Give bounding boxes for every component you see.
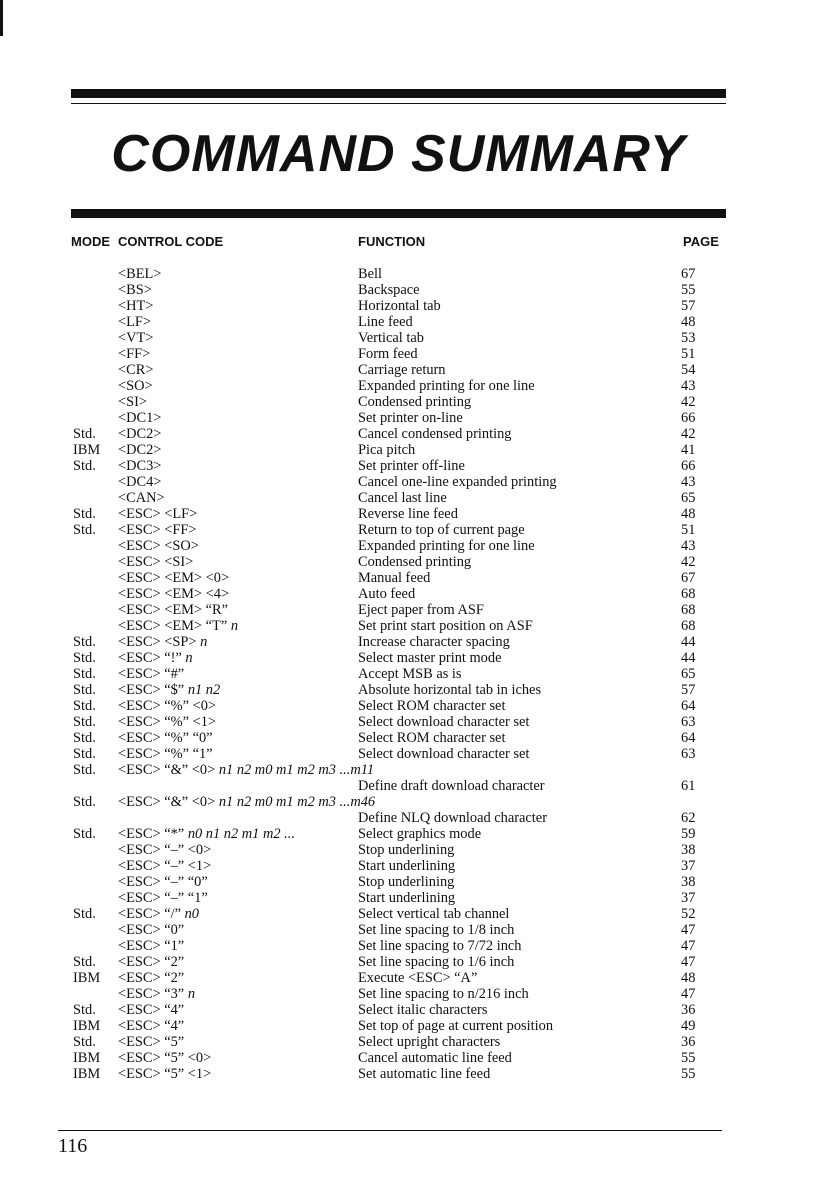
control-code-text: <ESC> “2” (118, 954, 185, 970)
table-row (0, 906, 838, 922)
function-cell: Set printer off-line (358, 458, 465, 474)
control-code-cell (118, 874, 208, 890)
top-rule-thin (71, 103, 726, 104)
footer-rule (58, 1130, 722, 1131)
control-code-text: <VT> (118, 330, 154, 346)
table-row (0, 410, 838, 426)
control-code-text: <ESC> “%” “0” (118, 730, 213, 746)
table-row (0, 1018, 838, 1034)
mode-cell: Std. (73, 458, 96, 474)
control-code-text: <CR> (118, 362, 154, 378)
control-code-cell (118, 282, 152, 298)
page-cell: 43 (681, 474, 696, 490)
control-code-cell (118, 362, 153, 378)
table-row (0, 362, 838, 378)
margin-mark (0, 0, 3, 36)
control-code-text: <ESC> <EM> <4> (118, 586, 230, 602)
control-code-text: <ESC> “/” (118, 906, 181, 922)
page-cell: 59 (681, 826, 696, 842)
page-cell: 67 (681, 266, 696, 282)
control-code-text: <FF> (118, 346, 151, 362)
table-row (0, 746, 838, 762)
page-cell: 42 (681, 426, 696, 442)
control-code-cell (118, 986, 195, 1002)
function-cell: Set printer on-line (358, 410, 463, 426)
control-code-text: <DC2> (118, 442, 162, 458)
function-cell: Cancel condensed printing (358, 426, 512, 442)
control-code-parameters: n1 n2 (187, 682, 221, 698)
function-cell: Cancel automatic line feed (358, 1050, 512, 1066)
table-row (0, 698, 838, 714)
mode-cell: Std. (73, 826, 96, 842)
control-code-text: <ESC> <SI> (118, 554, 194, 570)
function-cell: Backspace (358, 282, 420, 298)
page-cell: 63 (681, 714, 696, 730)
function-cell: Select ROM character set (358, 698, 506, 714)
function-cell: Line feed (358, 314, 413, 330)
control-code-text: <DC1> (118, 410, 162, 426)
control-code-cell (118, 330, 153, 346)
control-code-cell (118, 714, 216, 730)
function-cell: Vertical tab (358, 330, 424, 346)
control-code-cell (118, 586, 229, 602)
function-cell: Define NLQ download character (358, 810, 547, 826)
page-cell: 57 (681, 682, 696, 698)
function-cell: Select download character set (358, 714, 530, 730)
control-code-cell (118, 922, 184, 938)
control-code-text: <DC2> (118, 426, 162, 442)
control-code-text: <ESC> “–” <1> (118, 858, 212, 874)
control-code-text: <ESC> <EM> “T” (118, 618, 228, 634)
mode-cell: Std. (73, 730, 96, 746)
control-code-cell (118, 1002, 184, 1018)
function-cell: Form feed (358, 346, 418, 362)
page-cell: 66 (681, 410, 696, 426)
mode-cell: Std. (73, 634, 96, 650)
control-code-text: <ESC> “#” (118, 666, 185, 682)
mode-cell: Std. (73, 906, 96, 922)
control-code-cell (118, 1034, 184, 1050)
control-code-cell (118, 506, 197, 522)
page-cell: 38 (681, 874, 696, 890)
page-cell: 63 (681, 746, 696, 762)
control-code-cell (118, 858, 211, 874)
mode-cell: IBM (73, 970, 101, 986)
table-row (0, 618, 838, 634)
control-code-text: <ESC> “–” <0> (118, 842, 212, 858)
control-code-cell (118, 618, 238, 634)
page-cell: 64 (681, 698, 696, 714)
page-cell: 38 (681, 842, 696, 858)
table-row (0, 666, 838, 682)
mode-cell: IBM (73, 1050, 101, 1066)
table-row (0, 1050, 838, 1066)
control-code-text: <ESC> <SP> (118, 634, 197, 650)
control-code-cell (118, 826, 295, 842)
page-cell: 51 (681, 522, 696, 538)
table-row (0, 442, 838, 458)
function-cell: Manual feed (358, 570, 431, 586)
control-code-text: <ESC> “4” (118, 1018, 185, 1034)
page-cell: 36 (681, 1002, 696, 1018)
mode-cell: Std. (73, 426, 96, 442)
page-cell: 47 (681, 986, 696, 1002)
table-row (0, 714, 838, 730)
mode-cell: Std. (73, 1034, 96, 1050)
table-row (0, 874, 838, 890)
control-code-text: <DC4> (118, 474, 162, 490)
control-code-cell (118, 490, 165, 506)
table-row (0, 282, 838, 298)
page-cell: 67 (681, 570, 696, 586)
table-row (0, 826, 838, 842)
page-cell: 53 (681, 330, 696, 346)
function-cell: Accept MSB as is (358, 666, 462, 682)
control-code-cell (118, 682, 220, 698)
function-cell: Stop underlining (358, 874, 455, 890)
control-code-text: <CAN> (118, 490, 165, 506)
page-cell: 55 (681, 1050, 696, 1066)
control-code-cell (118, 666, 184, 682)
control-code-parameters: n1 n2 m0 m1 m2 m3 ...m11 (218, 762, 375, 778)
page-cell: 55 (681, 282, 696, 298)
page-cell: 57 (681, 298, 696, 314)
mode-cell: Std. (73, 762, 96, 778)
control-code-cell (118, 970, 184, 986)
function-cell: Set top of page at current position (358, 1018, 554, 1034)
table-row (0, 1034, 838, 1050)
page-cell: 65 (681, 490, 696, 506)
page-cell: 47 (681, 922, 696, 938)
control-code-cell (118, 890, 208, 906)
control-code-text: <HT> (118, 298, 154, 314)
function-cell: Stop underlining (358, 842, 455, 858)
control-code-parameters: n (230, 618, 239, 634)
function-cell: Start underlining (358, 858, 456, 874)
control-code-cell (118, 1066, 211, 1082)
function-cell: Set line spacing to 7/72 inch (358, 938, 522, 954)
control-code-text: <ESC> <EM> “R” (118, 602, 229, 618)
control-code-text: <ESC> “2” (118, 970, 185, 986)
function-cell: Select italic characters (358, 1002, 488, 1018)
control-code-cell (118, 538, 199, 554)
function-cell: Pica pitch (358, 442, 416, 458)
control-code-text: <ESC> “4” (118, 1002, 185, 1018)
table-row (0, 730, 838, 746)
table-row (0, 858, 838, 874)
top-rule-thick (71, 89, 726, 98)
page-cell: 68 (681, 618, 696, 634)
page-title: COMMAND SUMMARY (111, 125, 686, 183)
function-cell: Expanded printing for one line (358, 378, 535, 394)
table-row (0, 378, 838, 394)
control-code-text: <ESC> <LF> (118, 506, 198, 522)
control-code-cell (118, 730, 213, 746)
page-cell: 37 (681, 890, 696, 906)
function-cell: Condensed printing (358, 554, 472, 570)
page-cell: 62 (681, 810, 696, 826)
control-code-text: <SO> (118, 378, 153, 394)
page-cell: 64 (681, 730, 696, 746)
control-code-text: <ESC> “$” (118, 682, 185, 698)
control-code-text: <ESC> “&” <0> (118, 794, 216, 810)
control-code-cell (118, 842, 211, 858)
control-code-text: <ESC> “5” <0> (118, 1050, 212, 1066)
control-code-text: <ESC> “–” “0” (118, 874, 208, 890)
page-cell: 42 (681, 394, 696, 410)
page-cell: 55 (681, 1066, 696, 1082)
control-code-cell (118, 410, 161, 426)
page-cell: 49 (681, 1018, 696, 1034)
page-cell: 43 (681, 378, 696, 394)
mode-cell: Std. (73, 682, 96, 698)
table-row (0, 394, 838, 410)
control-code-cell (118, 634, 207, 650)
function-cell: Set line spacing to 1/6 inch (358, 954, 515, 970)
control-code-text: <SI> (118, 394, 148, 410)
function-cell: Bell (358, 266, 382, 282)
page-cell: 48 (681, 314, 696, 330)
control-code-text: <ESC> “0” (118, 922, 185, 938)
page-cell: 44 (681, 634, 696, 650)
control-code-text: <ESC> “%” <0> (118, 698, 217, 714)
table-row (0, 762, 838, 794)
function-cell: Set print start position on ASF (358, 618, 533, 634)
control-code-parameters: n1 n2 m0 m1 m2 m3 ...m46 (218, 794, 376, 810)
control-code-text: <ESC> “–” “1” (118, 890, 208, 906)
control-code-text: <ESC> “1” (118, 938, 185, 954)
table-row (0, 474, 838, 490)
table-row (0, 1002, 838, 1018)
page-cell: 47 (681, 938, 696, 954)
page-cell: 48 (681, 970, 696, 986)
table-row (0, 346, 838, 362)
table-row (0, 458, 838, 474)
table-row (0, 842, 838, 858)
page-cell: 43 (681, 538, 696, 554)
header-mode: MODE (71, 234, 110, 249)
control-code-text: <ESC> “3” (118, 986, 185, 1002)
control-code-cell (118, 442, 161, 458)
function-cell: Select master print mode (358, 650, 502, 666)
function-cell: Return to top of current page (358, 522, 525, 538)
table-row (0, 298, 838, 314)
control-code-text: <ESC> <EM> <0> (118, 570, 230, 586)
page-cell: 66 (681, 458, 696, 474)
control-code-cell (118, 602, 228, 618)
control-code-parameters: n0 (184, 906, 199, 922)
function-cell: Set automatic line feed (358, 1066, 491, 1082)
function-cell: Select vertical tab channel (358, 906, 510, 922)
function-cell: Cancel last line (358, 490, 447, 506)
page-cell: 44 (681, 650, 696, 666)
table-row (0, 266, 838, 282)
header-control-code: CONTROL CODE (118, 234, 224, 249)
table-row (0, 570, 838, 586)
table-row (0, 922, 838, 938)
mode-cell: IBM (73, 1018, 101, 1034)
control-code-cell (118, 1050, 211, 1066)
function-cell: Reverse line feed (358, 506, 458, 522)
function-cell: Increase character spacing (358, 634, 510, 650)
page-number: 116 (58, 1135, 88, 1157)
control-code-cell (118, 570, 229, 586)
page-cell: 68 (681, 586, 696, 602)
mode-cell: Std. (73, 650, 96, 666)
control-code-cell (118, 426, 161, 442)
function-cell: Eject paper from ASF (358, 602, 484, 618)
table-row (0, 954, 838, 970)
mode-cell: IBM (73, 442, 101, 458)
function-cell: Absolute horizontal tab in iches (358, 682, 542, 698)
header-function: FUNCTION (358, 234, 426, 249)
header-rule-thick (71, 209, 726, 218)
function-cell: Horizontal tab (358, 298, 441, 314)
page-cell: 37 (681, 858, 696, 874)
function-cell: Condensed printing (358, 394, 472, 410)
command-table (0, 266, 838, 1082)
mode-cell: Std. (73, 954, 96, 970)
control-code-cell (118, 906, 199, 922)
page-cell: 47 (681, 954, 696, 970)
function-cell: Start underlining (358, 890, 456, 906)
control-code-parameters: n (185, 650, 193, 666)
page-cell: 52 (681, 906, 696, 922)
control-code-cell (118, 522, 196, 538)
page-cell: 36 (681, 1034, 696, 1050)
table-row (0, 986, 838, 1002)
table-row (0, 554, 838, 570)
page-cell: 68 (681, 602, 696, 618)
control-code-cell (118, 650, 193, 666)
function-cell: Expanded printing for one line (358, 538, 535, 554)
mode-cell: Std. (73, 522, 96, 538)
table-row (0, 426, 838, 442)
control-code-text: <ESC> “!” (118, 650, 182, 666)
function-cell: Set line spacing to n/216 inch (358, 986, 529, 1002)
function-cell: Define draft download character (358, 778, 545, 794)
page-cell: 51 (681, 346, 696, 362)
function-cell: Cancel one-line expanded printing (358, 474, 557, 490)
control-code-cell (118, 474, 161, 490)
mode-cell: IBM (73, 1066, 101, 1082)
control-code-text: <BEL> (118, 266, 162, 282)
page-cell: 65 (681, 666, 696, 682)
control-code-cell (118, 346, 150, 362)
page-cell: 54 (681, 362, 696, 378)
table-row (0, 970, 838, 986)
function-cell: Auto feed (358, 586, 416, 602)
function-cell: Execute <ESC> “A” (358, 970, 478, 986)
control-code-cell (118, 954, 184, 970)
mode-cell: Std. (73, 714, 96, 730)
control-code-text: <ESC> “5” (118, 1034, 185, 1050)
control-code-cell (118, 794, 375, 810)
mode-cell: Std. (73, 506, 96, 522)
control-code-text: <ESC> <FF> (118, 522, 197, 538)
mode-cell: Std. (73, 794, 96, 810)
control-code-text: <ESC> <SO> (118, 538, 199, 554)
control-code-cell (118, 458, 161, 474)
table-row (0, 650, 838, 666)
control-code-text: <BS> (118, 282, 152, 298)
control-code-text: <DC3> (118, 458, 162, 474)
mode-cell: Std. (73, 1002, 96, 1018)
control-code-cell (118, 266, 161, 282)
table-row (0, 330, 838, 346)
table-row (0, 538, 838, 554)
control-code-text: <LF> (118, 314, 152, 330)
table-row (0, 506, 838, 522)
header-page: PAGE (683, 234, 719, 249)
table-row (0, 490, 838, 506)
control-code-cell (118, 762, 374, 778)
control-code-cell (118, 394, 147, 410)
function-cell: Select ROM character set (358, 730, 506, 746)
page-cell: 61 (681, 778, 696, 794)
function-cell: Select graphics mode (358, 826, 482, 842)
control-code-cell (118, 938, 184, 954)
table-row (0, 1066, 838, 1082)
control-code-text: <ESC> “%” <1> (118, 714, 217, 730)
page-cell: 48 (681, 506, 696, 522)
control-code-cell (118, 1018, 184, 1034)
control-code-parameters: n (200, 634, 208, 650)
control-code-cell (118, 314, 151, 330)
table-row (0, 602, 838, 618)
function-cell: Select download character set (358, 746, 530, 762)
table-row (0, 314, 838, 330)
function-cell: Carriage return (358, 362, 446, 378)
control-code-cell (118, 378, 153, 394)
control-code-cell (118, 298, 153, 314)
page-cell: 41 (681, 442, 696, 458)
mode-cell: Std. (73, 746, 96, 762)
control-code-cell (118, 698, 216, 714)
control-code-text: <ESC> “*” (118, 826, 185, 842)
table-row (0, 682, 838, 698)
table-row (0, 938, 838, 954)
table-row (0, 634, 838, 650)
function-cell: Set line spacing to 1/8 inch (358, 922, 515, 938)
control-code-cell (118, 746, 213, 762)
control-code-text: <ESC> “%” “1” (118, 746, 213, 762)
table-row (0, 794, 838, 826)
mode-cell: Std. (73, 698, 96, 714)
table-row (0, 890, 838, 906)
control-code-text: <ESC> “5” <1> (118, 1066, 212, 1082)
control-code-parameters: n (187, 986, 196, 1002)
control-code-cell (118, 554, 193, 570)
page-cell: 42 (681, 554, 696, 570)
control-code-text: <ESC> “&” <0> (118, 762, 216, 778)
control-code-parameters: n0 n1 n2 m1 m2 ... (187, 826, 295, 842)
mode-cell: Std. (73, 666, 96, 682)
table-row (0, 522, 838, 538)
table-row (0, 586, 838, 602)
function-cell: Select upright characters (358, 1034, 501, 1050)
